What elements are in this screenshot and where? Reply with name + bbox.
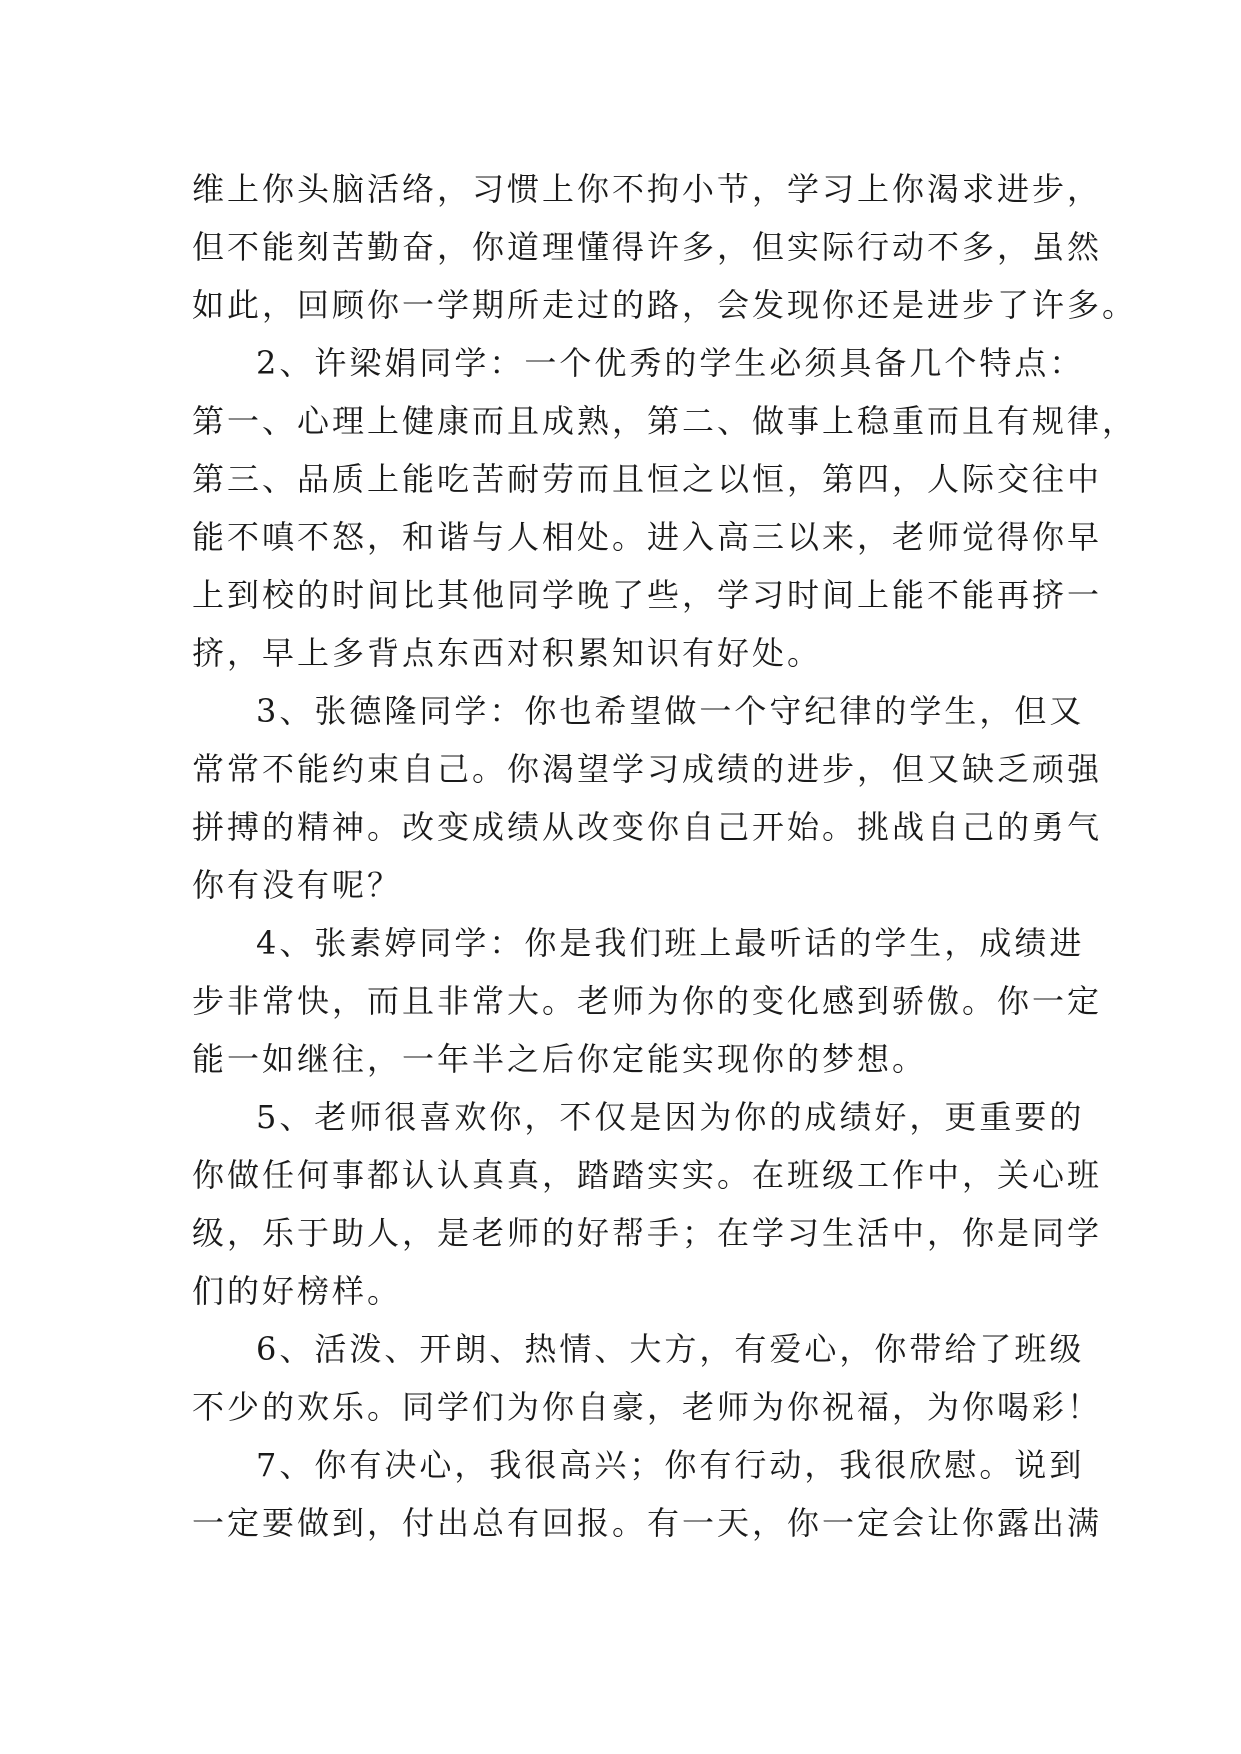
text-line: 但不能刻苦勤奋，你道理懂得许多，但实际行动不多，虽然 [192,228,1103,266]
text-line: 3、张德隆同学：你也希望做一个守纪律的学生，但又 [256,692,1085,730]
paragraph-2 [192,334,1138,682]
text-line: 第三、品质上能吃苦耐劳而且恒之以恒，第四，人际交往中 [192,460,1103,498]
text-line: 能一如继往，一年半之后你定能实现你的梦想。 [192,1040,928,1078]
text-line: 5、老师很喜欢你，不仅是因为你的成绩好，更重要的 [256,1098,1085,1136]
text-line: 4、张素婷同学：你是我们班上最听话的学生，成绩进 [256,924,1085,962]
paragraph-4 [192,914,1103,1088]
text-line: 拼搏的精神。改变成绩从改变你自己开始。挑战自己的勇气 [192,808,1103,846]
text-line: 你有没有呢？ [192,866,403,904]
text-line: 第一、心理上健康而且成熟，第二、做事上稳重而且有规律， [192,402,1138,440]
document-body [192,160,1138,1552]
text-line: 能不嗔不怒，和谐与人相处。进入高三以来，老师觉得你早 [192,518,1103,556]
paragraph-1 [192,160,1138,334]
paragraph-6 [192,1320,1103,1436]
text-line: 如此，回顾你一学期所走过的路，会发现你还是进步了许多。 [192,286,1138,324]
text-line: 你做任何事都认认真真，踏踏实实。在班级工作中，关心班 [192,1156,1103,1194]
text-line: 7、你有决心，我很高兴；你有行动，我很欣慰。说到 [256,1446,1085,1484]
text-line: 级，乐于助人，是老师的好帮手；在学习生活中，你是同学 [192,1214,1103,1252]
text-line: 挤，早上多背点东西对积累知识有好处。 [192,634,823,672]
text-line: 常常不能约束自己。你渴望学习成绩的进步，但又缺乏顽强 [192,750,1103,788]
text-line: 2、许梁娟同学：一个优秀的学生必须具备几个特点： [256,344,1085,382]
text-line: 步非常快，而且非常大。老师为你的变化感到骄傲。你一定 [192,982,1103,1020]
text-line: 6、活泼、开朗、热情、大方，有爱心，你带给了班级 [256,1330,1085,1368]
paragraph-5 [192,1088,1103,1320]
paragraph-7 [192,1436,1103,1552]
text-line: 们的好榜样。 [192,1272,403,1310]
paragraph-3 [192,682,1103,914]
text-line: 上到校的时间比其他同学晚了些，学习时间上能不能再挤一 [192,576,1103,614]
text-line: 一定要做到，付出总有回报。有一天，你一定会让你露出满 [192,1504,1103,1542]
text-line: 维上你头脑活络，习惯上你不拘小节，学习上你渴求进步， [192,170,1103,208]
text-line: 不少的欢乐。同学们为你自豪，老师为你祝福，为你喝彩！ [192,1388,1103,1426]
